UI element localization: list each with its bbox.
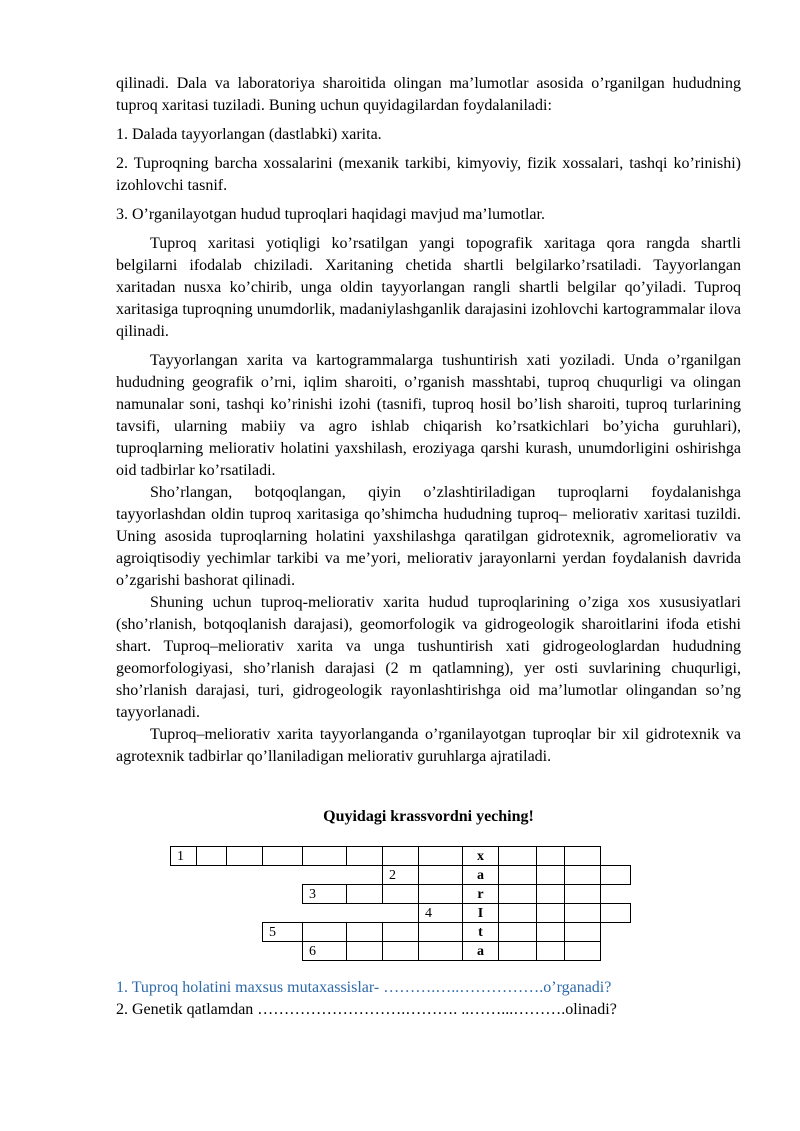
crossword-cell[interactable]: [346, 846, 383, 866]
crossword-cell[interactable]: [418, 865, 463, 885]
crossword-clue-number: 3: [309, 887, 316, 902]
crossword-clue-number: 5: [269, 925, 276, 940]
paragraph-intro: qilinadi. Dala va laboratoriya sharoitida olingan ma’lumotlar asosida o’rganilgan hududning tuproq xaritasi tuziladi. Buning uchun quyidagilardan foydalaniladi:: [116, 75, 741, 114]
list-item-1: 1. Dalada tayyorlangan (dastlabki) xarita.: [116, 126, 382, 143]
crossword-cell[interactable]: [564, 941, 601, 961]
crossword-cell[interactable]: [564, 884, 601, 904]
crossword-key-letter: r: [477, 887, 484, 902]
crossword-cell[interactable]: [564, 903, 601, 923]
crossword-cell[interactable]: [418, 846, 463, 866]
question-2: 2. Genetik qatlamdan ……………………….………. ..……...……….olinadi?: [116, 1001, 617, 1018]
crossword-cell[interactable]: [382, 846, 419, 866]
crossword-cell[interactable]: [600, 865, 631, 885]
crossword-cell[interactable]: [498, 865, 537, 885]
crossword-cell[interactable]: [536, 884, 565, 904]
crossword-key-cell[interactable]: [462, 941, 499, 961]
crossword-cell[interactable]: [382, 922, 419, 942]
crossword-heading: Quyidagi krassvordni yeching!: [323, 808, 534, 825]
crossword-number-cell-3[interactable]: [302, 884, 347, 904]
crossword-cell[interactable]: [346, 884, 383, 904]
crossword-cell[interactable]: [418, 884, 463, 904]
crossword-cell[interactable]: [346, 941, 383, 961]
crossword-cell[interactable]: [498, 884, 537, 904]
crossword-cell[interactable]: [600, 903, 631, 923]
crossword-clue-number: 2: [389, 868, 396, 883]
crossword-cell[interactable]: [536, 941, 565, 961]
paragraph-explanatory-note: Tayyorlangan xarita va kartogrammalarga tushuntirish xati yoziladi. Unda o’rganilgan hududning geografik o’rni, iqlim sharoiti, o’rganish masshtabi, tuproq chuqurligi va olingan namunalar soni, tashqi ko’rinishi izohi (tasnifi, tuproq hosil bo’lish sharoiti, tuproq turlarining tavsifi, ularning mabiiy va agro ishlab chiqarish ko’rsatkichlari bo’yicha guruhlari), tuproqlarning meliorativ holatini yaxshilash, eroziyaga qarshi kurash, unumdorligini oshirishga oid tadbirlar ko’rsatiladi.: [116, 352, 741, 479]
crossword-number-cell-5[interactable]: [262, 922, 303, 942]
crossword-cell[interactable]: [226, 846, 263, 866]
crossword-key-cell[interactable]: [462, 846, 499, 866]
crossword-cell[interactable]: [382, 884, 419, 904]
crossword-cell[interactable]: [418, 922, 463, 942]
crossword-number-cell-2[interactable]: [382, 865, 419, 885]
crossword-key-cell[interactable]: [462, 865, 499, 885]
crossword-clue-number: 1: [177, 849, 184, 864]
crossword-key-cell[interactable]: [462, 922, 499, 942]
crossword-cell[interactable]: [564, 922, 601, 942]
crossword-key-letter: I: [477, 906, 484, 921]
paragraph-meliorative-map: Shuning uchun tuproq-meliorativ xarita hudud tuproqlarining o’ziga xos xususiyatlari (sho’rlanish, botqoqlanish darajasi), geomorfologik va gidrogeologik sharoitlarini ifoda etishi shart. Tuproq–meliorativ xarita va unga tushuntirish xati gidrogeologlardan hududning geomorfologiyasi, sho’rlanish darajasi (2 m qatlamning), yer osti suvlarining chuqurligi, sho’rlanish darajasi, turi, gidrogeologik rayonlashtirishga oid ma’lumotlar olingandan so’ng tayyorlanadi.: [116, 594, 741, 721]
crossword-clue-number: 4: [425, 906, 432, 921]
crossword-cell[interactable]: [382, 941, 419, 961]
crossword-key-letter: a: [477, 944, 484, 959]
crossword-cell[interactable]: [536, 846, 565, 866]
crossword-cell[interactable]: [346, 922, 383, 942]
crossword-cell[interactable]: [564, 865, 601, 885]
question-1: 1. Tuproq holatini maxsus mutaxassislar- ……….…..…………….o’rganadi?: [116, 979, 612, 996]
crossword-cell[interactable]: [302, 922, 347, 942]
crossword-number-cell-6[interactable]: [302, 941, 347, 961]
crossword-key-letter: t: [478, 925, 483, 940]
document-page: [116, 73, 741, 1018]
crossword-cell[interactable]: [262, 846, 303, 866]
crossword-cell[interactable]: [564, 846, 601, 866]
crossword-key-cell[interactable]: [462, 903, 499, 923]
list-item-3: 3. O’rganilayotgan hudud tuproqlari haqidagi mavjud ma’lumotlar.: [116, 206, 545, 223]
crossword-cell[interactable]: [498, 922, 537, 942]
crossword-cell[interactable]: [196, 846, 227, 866]
crossword-number-cell-1[interactable]: [170, 846, 197, 866]
crossword-cell[interactable]: [302, 846, 347, 866]
paragraph-saline-soils: Sho’rlangan, botqoqlangan, qiyin o’zlashtiriladigan tuproqlarni foydalanishga tayyorlashdan oldin tuproq xaritasiga qo’shimcha hududning tuproq– meliorativ xaritasi tuzildi. Uning asosida tuproqlarning holatini yaxshilashga qaratilgan gidrotexnik, agromeliorativ va agroiqtisodiy yechimlar tarkibi va me’yori, meliorativ jarayonlarni yerdan foydalanish davrida o’zgarishi bashorat qilinadi.: [116, 484, 741, 589]
crossword-cell[interactable]: [418, 941, 463, 961]
crossword-cell[interactable]: [536, 922, 565, 942]
paragraph-map-drawing: Tuproq xaritasi yotiqligi ko’rsatilgan yangi topografik xaritaga qora rangda shartli belgilarni ifodalab chiziladi. Xaritaning chetida shartli belgilarko’rsatiladi. Tayyorlangan xaritadan nusxa ko’chirib, unga oldin tayyorlangan rangli shartli belgilar qo’yiladi. Tuproq xaritasiga tuproqning unumdorlik, madaniylashganlik darajasini izohlovchi kartogrammalar ilova qilinadi.: [116, 235, 741, 340]
crossword-cell[interactable]: [498, 903, 537, 923]
crossword-cell[interactable]: [536, 903, 565, 923]
crossword-key-letter: x: [477, 849, 484, 864]
crossword-key-letter: a: [477, 868, 484, 883]
crossword-cell[interactable]: [536, 865, 565, 885]
crossword-cell[interactable]: [498, 846, 537, 866]
list-item-2: 2. Tuproqning barcha xossalarini (mexanik tarkibi, kimyoviy, fizik xossalari, tashqi ko’rinishi) izohlovchi tasnif.: [116, 155, 741, 194]
crossword-clue-number: 6: [309, 944, 316, 959]
crossword-number-cell-4[interactable]: [418, 903, 463, 923]
crossword-cell[interactable]: [498, 941, 537, 961]
crossword-key-cell[interactable]: [462, 884, 499, 904]
paragraph-meliorative-groups: Tuproq–meliorativ xarita tayyorlanganda o’rganilayotgan tuproqlar bir xil gidrotexnik va agrotexnik tadbirlar qo’llaniladigan meliorativ guruhlarga ajratiladi.: [116, 726, 741, 765]
